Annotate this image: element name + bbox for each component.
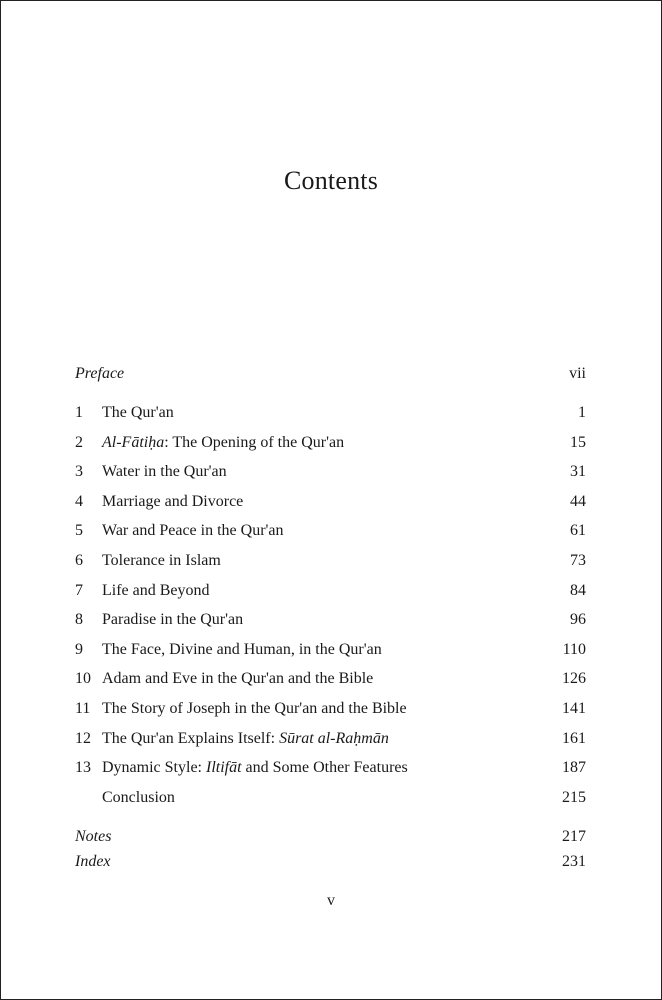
toc-entry-label bbox=[102, 608, 243, 632]
toc-entry-page: 215 bbox=[562, 789, 586, 806]
toc-entry-label-text: Paradise in the Qur'an bbox=[102, 611, 244, 628]
toc-entry-number: 9 bbox=[75, 641, 83, 658]
toc-entry-chapter[interactable] bbox=[0, 608, 662, 632]
toc-entry-label bbox=[102, 638, 382, 662]
toc-entry-label-text: Adam and Eve in the Qur'an and the Bible bbox=[102, 670, 374, 687]
toc-entry-label bbox=[102, 727, 389, 751]
page-title: Contents bbox=[283, 166, 379, 195]
toc-entry-label bbox=[102, 519, 284, 543]
toc-entry-page: 73 bbox=[570, 552, 586, 569]
toc-entry-label-text: The Face, Divine and Human, in the Qur'an bbox=[102, 641, 382, 658]
toc-entry-chapter[interactable] bbox=[0, 667, 662, 691]
toc-entry-chapter[interactable] bbox=[0, 519, 662, 543]
toc-entry-chapter[interactable] bbox=[0, 490, 662, 514]
toc-entry-chapter[interactable] bbox=[0, 579, 662, 603]
toc-entry-label-text: War and Peace in the Qur'an bbox=[102, 522, 284, 539]
toc-entry-page: 96 bbox=[570, 611, 586, 628]
toc-entry-label-italic: Al-Fātiḥa bbox=[102, 434, 165, 451]
toc-entry-label: Preface bbox=[75, 365, 125, 382]
toc-entry-number: 4 bbox=[75, 493, 83, 510]
toc-entry-number: 8 bbox=[75, 611, 83, 628]
toc-entry-label bbox=[102, 579, 210, 603]
toc-entry-label bbox=[102, 431, 344, 455]
toc-entry-label bbox=[102, 460, 227, 484]
toc-entry-label bbox=[102, 756, 408, 780]
page-folio: v bbox=[327, 892, 335, 909]
toc-entry-label bbox=[102, 549, 221, 573]
toc-entry-number: 10 bbox=[75, 670, 91, 687]
toc-entry-label bbox=[102, 667, 373, 691]
toc-entry-number: 11 bbox=[75, 700, 91, 717]
toc-entry-page: 31 bbox=[570, 463, 586, 480]
toc-entry-index[interactable] bbox=[0, 850, 662, 874]
toc-entry-label bbox=[102, 401, 174, 425]
toc-entry-page: 15 bbox=[570, 434, 586, 451]
toc-entry-label-text: and Some Other Features bbox=[241, 759, 408, 776]
toc-entry-notes[interactable] bbox=[0, 825, 662, 849]
toc-entry-label-text: Dynamic Style: bbox=[102, 759, 206, 776]
toc-entry-chapter[interactable] bbox=[0, 638, 662, 662]
toc-entry-number: 12 bbox=[75, 730, 91, 747]
toc-entry-chapter[interactable] bbox=[0, 786, 662, 810]
toc-entry-page: 61 bbox=[570, 522, 586, 539]
toc-entry-chapter[interactable] bbox=[0, 727, 662, 751]
toc-entry-label: Notes bbox=[75, 828, 112, 845]
toc-entry-page: 217 bbox=[562, 828, 586, 845]
toc-entry-chapter[interactable] bbox=[0, 756, 662, 780]
toc-entry-number: 3 bbox=[75, 463, 83, 480]
toc-entry-label-text: Marriage and Divorce bbox=[102, 493, 244, 510]
toc-entry-page: 187 bbox=[562, 759, 586, 776]
toc-entry-chapter[interactable] bbox=[0, 431, 662, 455]
toc-entry-page: 231 bbox=[562, 853, 586, 870]
toc-entry-label: Index bbox=[75, 853, 111, 870]
toc-entry-page: 161 bbox=[562, 730, 586, 747]
toc-entry-number: 5 bbox=[75, 522, 83, 539]
toc-entry-chapter[interactable] bbox=[0, 460, 662, 484]
toc-entry-label-text: Tolerance in Islam bbox=[102, 552, 221, 569]
toc-entry-page: 110 bbox=[562, 641, 586, 658]
toc-entry-label-text: The Qur'an Explains Itself: bbox=[102, 730, 280, 747]
toc-entry-preface[interactable] bbox=[0, 362, 662, 386]
toc-entry-page: vii bbox=[569, 365, 586, 382]
toc-entry-label-italic: Sūrat al-Raḥmān bbox=[279, 730, 389, 747]
toc-entry-number: 1 bbox=[75, 404, 83, 421]
toc-entry-number: 2 bbox=[75, 434, 83, 451]
toc-entry-chapter[interactable] bbox=[0, 697, 662, 721]
toc-entry-label-text: Life and Beyond bbox=[102, 582, 210, 599]
toc-entry-label-text: Water in the Qur'an bbox=[102, 463, 227, 480]
toc-entry-label bbox=[102, 697, 407, 721]
toc-entry-chapter[interactable] bbox=[0, 549, 662, 573]
toc-entry-chapter[interactable] bbox=[0, 401, 662, 425]
toc-entry-label-text: Conclusion bbox=[102, 789, 175, 806]
toc-entry-page: 44 bbox=[570, 493, 586, 510]
toc-entry-label-text: The Story of Joseph in the Qur'an and the Bible bbox=[102, 700, 407, 717]
toc-entry-page: 84 bbox=[570, 582, 586, 599]
toc-entry-number: 6 bbox=[75, 552, 83, 569]
toc-entry-page: 126 bbox=[562, 670, 586, 687]
toc-entry-label-italic: Iltifāt bbox=[205, 759, 242, 776]
toc-entry-number: 13 bbox=[75, 759, 91, 776]
toc-entry-page: 141 bbox=[562, 700, 586, 717]
toc-entry-label-text: The Qur'an bbox=[102, 404, 174, 421]
toc-entry-label bbox=[102, 490, 243, 514]
toc-entry-page: 1 bbox=[578, 404, 586, 421]
toc-entry-label-text: : The Opening of the Qur'an bbox=[164, 434, 345, 451]
toc-entry-number: 7 bbox=[75, 582, 83, 599]
toc-entry-label bbox=[102, 786, 175, 810]
